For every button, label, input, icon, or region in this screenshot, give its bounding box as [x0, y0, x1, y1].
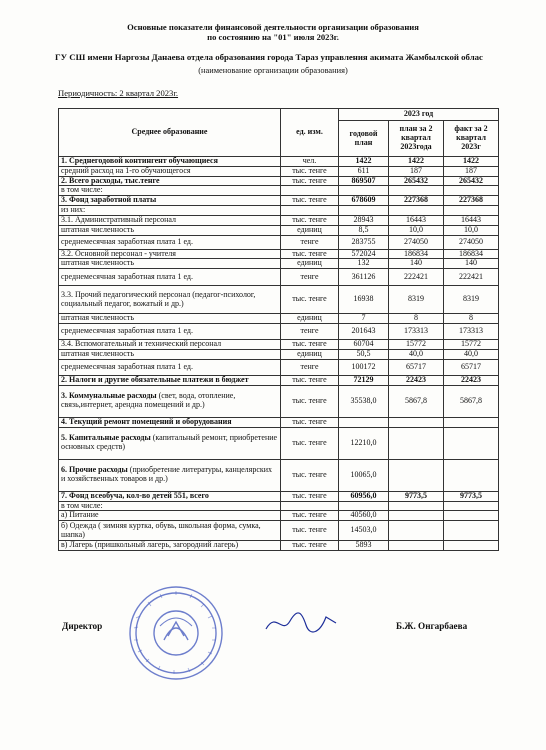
- document-title-line2: по состоянию на "01" июля 2023г.: [207, 32, 339, 42]
- row-quarter-plan-cell: [389, 186, 444, 196]
- row-quarter-fact-cell: 22423: [444, 375, 499, 385]
- table-row: [59, 314, 499, 324]
- row-quarter-plan-cell: 186834: [389, 249, 444, 259]
- row-quarter-fact-cell: [444, 427, 499, 459]
- row-name-cell: 3.3. Прочий педагогический персонал (педагог-психолог, социальный педагог, вожатый и др.): [59, 286, 281, 314]
- table-row: [59, 235, 499, 249]
- table-row: [59, 339, 499, 349]
- row-annual-plan-cell: 283755: [339, 235, 389, 249]
- row-quarter-plan-cell: 274050: [389, 235, 444, 249]
- row-quarter-fact-cell: 222421: [444, 269, 499, 286]
- table-row: [59, 206, 499, 216]
- row-annual-plan-cell: [339, 206, 389, 216]
- row-annual-plan-cell: 5893: [339, 541, 389, 551]
- row-unit-cell: тенге: [281, 359, 339, 375]
- row-quarter-fact-cell: 173313: [444, 323, 499, 339]
- organization-name: ГУ СШ имени Наргозы Данаева отдела образования города Тараз управления акимата Жамбылской облас: [55, 52, 483, 62]
- table-row: [59, 186, 499, 196]
- row-name-cell: 1. Среднегодовой контингент обучающиеся: [59, 157, 281, 167]
- row-quarter-fact-cell: 274050: [444, 235, 499, 249]
- row-unit-cell: тыс. тенге: [281, 521, 339, 541]
- table-row: [59, 375, 499, 385]
- row-unit-cell: тыс. тенге: [281, 249, 339, 259]
- row-quarter-fact-cell: 8319: [444, 286, 499, 314]
- row-quarter-plan-cell: 10,0: [389, 225, 444, 235]
- row-annual-plan-cell: 16938: [339, 286, 389, 314]
- row-unit-cell: тенге: [281, 323, 339, 339]
- header-name: Среднее образование: [59, 109, 281, 157]
- row-name-cell: 3.4. Вспомогательный и технический персонал: [59, 339, 281, 349]
- table-row: [59, 359, 499, 375]
- row-unit-cell: единиц: [281, 225, 339, 235]
- handwritten-signature-icon: [262, 607, 342, 637]
- row-name-cell: 3. Коммунальные расходы (свет, вода, отопление, связь,интернет, арендна помещений и др.): [59, 385, 281, 417]
- director-name: Б.Ж. Онгарбаева: [396, 621, 468, 631]
- row-quarter-fact-cell: 227368: [444, 196, 499, 206]
- row-unit-cell: тыс. тенге: [281, 375, 339, 385]
- director-label: Директор: [62, 621, 103, 631]
- row-quarter-plan-cell: 265432: [389, 176, 444, 186]
- table-row: [59, 196, 499, 206]
- row-quarter-fact-cell: 10,0: [444, 225, 499, 235]
- row-annual-plan-cell: 14503,0: [339, 521, 389, 541]
- row-name-cell: 6. Прочие расходы (приобретение литературы, канцелярских и хозяйственных товаров и др.): [59, 459, 281, 491]
- row-quarter-plan-cell: 140: [389, 259, 444, 269]
- row-quarter-fact-cell: [444, 186, 499, 196]
- row-quarter-plan-cell: [389, 501, 444, 511]
- row-unit-cell: единиц: [281, 349, 339, 359]
- row-annual-plan-cell: 7: [339, 314, 389, 324]
- row-annual-plan-cell: [339, 501, 389, 511]
- row-quarter-fact-cell: [444, 541, 499, 551]
- row-unit-cell: тыс. тенге: [281, 385, 339, 417]
- row-name-cell: 4. Текущий ремонт помещений и оборудования: [59, 417, 281, 427]
- table-row: [59, 259, 499, 269]
- row-quarter-plan-cell: 1422: [389, 157, 444, 167]
- row-quarter-plan-cell: [389, 206, 444, 216]
- row-quarter-fact-cell: 1422: [444, 157, 499, 167]
- row-quarter-fact-cell: 9773,5: [444, 491, 499, 501]
- row-quarter-fact-cell: 16443: [444, 215, 499, 225]
- row-unit-cell: тыс. тенге: [281, 176, 339, 186]
- official-stamp-icon: [116, 578, 256, 688]
- row-name-cell: 2. Налоги и другие обязательные платежи в бюджет: [59, 375, 281, 385]
- row-quarter-plan-cell: 5867,8: [389, 385, 444, 417]
- row-quarter-plan-cell: 173313: [389, 323, 444, 339]
- row-name-cell: а) Питание: [59, 511, 281, 521]
- header-unit: ед. изм.: [281, 109, 339, 157]
- row-unit-cell: единиц: [281, 259, 339, 269]
- row-quarter-plan-cell: 227368: [389, 196, 444, 206]
- row-annual-plan-cell: 60704: [339, 339, 389, 349]
- table-body: [59, 157, 499, 551]
- row-unit-cell: тыс. тенге: [281, 459, 339, 491]
- row-name-cell: среднемесячная заработная плата 1 ед.: [59, 235, 281, 249]
- row-unit-cell: тыс. тенге: [281, 541, 339, 551]
- row-quarter-plan-cell: [389, 459, 444, 491]
- row-annual-plan-cell: 28943: [339, 215, 389, 225]
- row-name-cell: в том числе:: [59, 501, 281, 511]
- table-row: [59, 249, 499, 259]
- row-quarter-plan-cell: 22423: [389, 375, 444, 385]
- organization-note: (наименование организации образования): [198, 66, 348, 75]
- row-quarter-fact-cell: [444, 206, 499, 216]
- row-quarter-plan-cell: 9773,5: [389, 491, 444, 501]
- row-annual-plan-cell: 611: [339, 166, 389, 176]
- row-name-cell: среднемесячная заработная плата 1 ед.: [59, 269, 281, 286]
- row-unit-cell: тыс. тенге: [281, 417, 339, 427]
- row-quarter-plan-cell: 8: [389, 314, 444, 324]
- row-quarter-fact-cell: 5867,8: [444, 385, 499, 417]
- row-annual-plan-cell: 201643: [339, 323, 389, 339]
- row-name-cell: 5. Капитальные расходы (капитальный ремонт, приобретение основных средств): [59, 427, 281, 459]
- table-row: [59, 541, 499, 551]
- row-quarter-plan-cell: 40,0: [389, 349, 444, 359]
- table-row: [59, 427, 499, 459]
- table-row: [59, 491, 499, 501]
- row-unit-cell: тыс. тенге: [281, 427, 339, 459]
- row-name-cell: 7. Фонд всеобуча, кол-во детей 551, всего: [59, 491, 281, 501]
- row-quarter-fact-cell: [444, 417, 499, 427]
- row-quarter-plan-cell: 65717: [389, 359, 444, 375]
- row-annual-plan-cell: 72129: [339, 375, 389, 385]
- row-quarter-plan-cell: 222421: [389, 269, 444, 286]
- row-unit-cell: [281, 501, 339, 511]
- row-quarter-plan-cell: [389, 511, 444, 521]
- row-unit-cell: единиц: [281, 314, 339, 324]
- row-unit-cell: тыс. тенге: [281, 166, 339, 176]
- row-name-cell: 3.2. Основной персонал - учителя: [59, 249, 281, 259]
- row-annual-plan-cell: 572024: [339, 249, 389, 259]
- table-row: [59, 521, 499, 541]
- header-annual-plan: годовой план: [339, 121, 389, 157]
- row-annual-plan-cell: 35538,0: [339, 385, 389, 417]
- row-quarter-fact-cell: 40,0: [444, 349, 499, 359]
- row-unit-cell: [281, 206, 339, 216]
- row-quarter-fact-cell: 8: [444, 314, 499, 324]
- row-quarter-plan-cell: 8319: [389, 286, 444, 314]
- row-annual-plan-cell: 869507: [339, 176, 389, 186]
- row-name-cell: штатная численность: [59, 314, 281, 324]
- row-quarter-plan-cell: 187: [389, 166, 444, 176]
- row-name-cell: среднемесячная заработная плата 1 ед.: [59, 359, 281, 375]
- row-name-cell: 3.1. Административный персонал: [59, 215, 281, 225]
- table-row: [59, 323, 499, 339]
- table-row: [59, 417, 499, 427]
- row-name-cell: штатная численность: [59, 225, 281, 235]
- row-quarter-fact-cell: [444, 501, 499, 511]
- row-quarter-fact-cell: 186834: [444, 249, 499, 259]
- row-unit-cell: чел.: [281, 157, 339, 167]
- row-annual-plan-cell: 132: [339, 259, 389, 269]
- row-unit-cell: тенге: [281, 235, 339, 249]
- periodicity: Периодичность: 2 квартал 2023г.: [58, 88, 179, 98]
- row-name-cell: 2. Всего расходы, тыс.тенге: [59, 176, 281, 186]
- row-quarter-plan-cell: 15772: [389, 339, 444, 349]
- row-annual-plan-cell: 678609: [339, 196, 389, 206]
- row-annual-plan-cell: 12210,0: [339, 427, 389, 459]
- row-annual-plan-cell: 8,5: [339, 225, 389, 235]
- row-annual-plan-cell: 40560,0: [339, 511, 389, 521]
- row-name-cell: 3. Фонд заработной платы: [59, 196, 281, 206]
- row-quarter-plan-cell: [389, 521, 444, 541]
- row-quarter-fact-cell: [444, 511, 499, 521]
- row-quarter-plan-cell: [389, 541, 444, 551]
- row-quarter-fact-cell: [444, 521, 499, 541]
- row-unit-cell: тыс. тенге: [281, 196, 339, 206]
- row-annual-plan-cell: 1422: [339, 157, 389, 167]
- row-unit-cell: тыс. тенге: [281, 491, 339, 501]
- header-quarter-plan: план за 2 квартал 2023года: [389, 121, 444, 157]
- row-name-cell: штатная численность: [59, 349, 281, 359]
- row-quarter-fact-cell: [444, 459, 499, 491]
- row-annual-plan-cell: 100172: [339, 359, 389, 375]
- table-row: [59, 511, 499, 521]
- row-quarter-plan-cell: [389, 427, 444, 459]
- row-unit-cell: тенге: [281, 269, 339, 286]
- table-row: [59, 176, 499, 186]
- row-annual-plan-cell: [339, 417, 389, 427]
- row-annual-plan-cell: 60956,0: [339, 491, 389, 501]
- row-quarter-fact-cell: 65717: [444, 359, 499, 375]
- document-title-line1: Основные показатели финансовой деятельности организации образования: [127, 22, 419, 32]
- row-quarter-plan-cell: [389, 417, 444, 427]
- row-quarter-fact-cell: 15772: [444, 339, 499, 349]
- row-unit-cell: [281, 186, 339, 196]
- table-row: [59, 349, 499, 359]
- row-unit-cell: тыс. тенге: [281, 511, 339, 521]
- row-annual-plan-cell: [339, 186, 389, 196]
- table-row: [59, 166, 499, 176]
- table-row: [59, 459, 499, 491]
- row-unit-cell: тыс. тенге: [281, 215, 339, 225]
- table-row: [59, 269, 499, 286]
- row-name-cell: средний расход на 1-го обучающегося: [59, 166, 281, 176]
- table-row: [59, 225, 499, 235]
- row-quarter-fact-cell: 187: [444, 166, 499, 176]
- row-annual-plan-cell: 361126: [339, 269, 389, 286]
- table-row: [59, 286, 499, 314]
- table-row: [59, 501, 499, 511]
- financial-indicators-table: [58, 108, 499, 551]
- row-name-cell: штатная численность: [59, 259, 281, 269]
- row-name-cell: среднемесячная заработная плата 1 ед.: [59, 323, 281, 339]
- row-name-cell: в том числе:: [59, 186, 281, 196]
- row-quarter-fact-cell: 140: [444, 259, 499, 269]
- table-row: [59, 385, 499, 417]
- table-row: [59, 215, 499, 225]
- row-name-cell: в) Лагерь (пришкольный лагерь, загородний лагерь): [59, 541, 281, 551]
- row-name-cell: из них:: [59, 206, 281, 216]
- row-unit-cell: тыс. тенге: [281, 286, 339, 314]
- row-annual-plan-cell: 50,5: [339, 349, 389, 359]
- header-year: 2023 год: [339, 109, 499, 121]
- row-unit-cell: тыс. тенге: [281, 339, 339, 349]
- header-quarter-fact: факт за 2 квартал 2023г: [444, 121, 499, 157]
- table-row: [59, 157, 499, 167]
- row-quarter-plan-cell: 16443: [389, 215, 444, 225]
- row-name-cell: б) Одежда ( зимняя куртка, обувь, школьная форма, сумка, шапка): [59, 521, 281, 541]
- row-annual-plan-cell: 10065,0: [339, 459, 389, 491]
- row-quarter-fact-cell: 265432: [444, 176, 499, 186]
